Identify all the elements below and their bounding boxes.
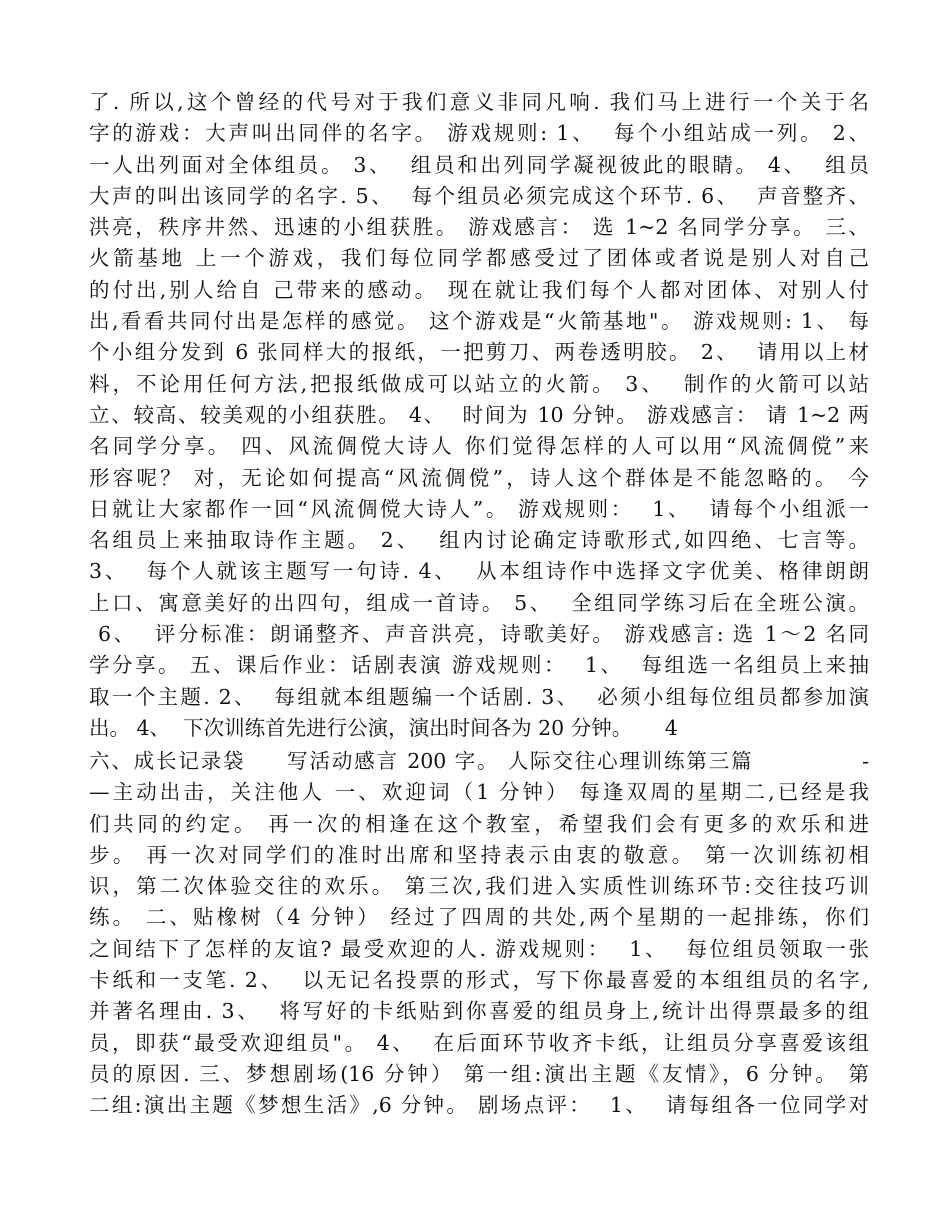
text-line: 员的原因. 三、梦想剧场(16 分钟） 第一组:演出主题《友情》，6 分钟。 第	[89, 1061, 869, 1086]
text-line: 练。 二、贴橡树（4 分钟） 经过了四周的共处,两个星期的一起排练，你们	[89, 905, 869, 930]
text-line: 字的游戏：大声叫出同伴的名字。 游戏规则: 1、 每个小组站成一列。 2、	[89, 121, 869, 146]
text-line: 火箭基地 上一个游戏，我们每位同学都感受过了团体或者说是别人对自己	[89, 246, 869, 271]
text-line: 个小组分发到 6 张同样大的报纸，一把剪刀、两卷透明胶。 2、 请用以上材	[89, 340, 869, 365]
paragraph-2	[89, 746, 869, 1122]
text-line: 名同学分享。 四、风流倜傥大诗人 你们觉得怎样的人可以用“风流倜傥”来	[89, 434, 869, 459]
text-line: 3、 每个人就该主题写一句诗. 4、 从本组诗作中选择文字优美、格律朗朗	[89, 559, 869, 584]
text-line: —主动出击，关注他人 一、欢迎词（1 分钟） 每逢双周的星期二,已经是我	[89, 780, 869, 805]
paragraph-1	[89, 87, 869, 744]
text-line: 之间结下了怎样的友谊? 最受欢迎的人. 游戏规则： 1、 每位组员领取一张	[89, 936, 869, 961]
text-line: 取一个主题. 2、 每组就本组题编一个话剧. 3、 必须小组每位组员都参加演	[89, 684, 869, 709]
text-line: 们共同的约定。 再一次的相逢在这个教室，希望我们会有更多的欢乐和进	[89, 811, 869, 836]
text-line: 员，即获“最受欢迎组员"。 4、 在后面环节收齐卡纸，让组员分享喜爱该组	[89, 1030, 869, 1055]
text-line: 6、 评分标准：朗诵整齐、声音洪亮，诗歌美好。 游戏感言: 选 1～2 名同	[89, 622, 869, 647]
text-line: 六、成长记录袋 写活动感言 200 字。 人际交往心理训练第三篇 -	[89, 749, 869, 773]
text-line: 学分享。 五、课后作业：话剧表演 游戏规则： 1、 每组选一名组员上来抽	[89, 653, 869, 678]
text-line: 出。 4、 下次训练首先进行公演，演出时间各为 20 分钟。 4	[89, 715, 678, 740]
text-line: 一人出列面对全体组员。 3、 组员和出列同学凝视彼此的眼睛。 4、 组员	[89, 152, 869, 177]
text-line: 立、较高、较美观的小组获胜。 4、 时间为 10 分钟。 游戏感言： 请 1~2 两	[89, 402, 869, 427]
text-line: 的付出,别人给自 己带来的感动。 现在就让我们每个人都对团体、对别人付	[89, 277, 869, 302]
text-line: 名组员上来抽取诗作主题。 2、 组内讨论确定诗歌形式,如四绝、七言等。	[89, 528, 869, 553]
text-line: 大声的叫出该同学的名字. 5、 每个组员必须完成这个环节. 6、 声音整齐、	[89, 183, 869, 208]
text-line: 卡纸和一支笔. 2、 以无记名投票的形式，写下你最喜爱的本组组员的名字,	[89, 968, 869, 993]
text-line: 上口、寓意美好的出四句，组成一首诗。 5、 全组同学练习后在全班公演。	[89, 590, 869, 615]
text-line: 形容呢？ 对，无论如何提高“风流倜傥”，诗人这个群体是不能忽略的。 今	[89, 465, 869, 490]
text-line: 日就让大家都作一回“风流倜傥大诗人”。 游戏规则： 1、 请每个小组派一	[89, 496, 869, 521]
text-line: 洪亮，秩序井然、迅速的小组获胜。 游戏感言： 选 1~2 名同学分享。 三、	[89, 215, 869, 240]
text-line: 并著名理由. 3、 将写好的卡纸贴到你喜爱的组员身上,统计出得票最多的组	[89, 999, 869, 1024]
text-line: 出,看看共同付出是怎样的感觉。 这个游戏是“火箭基地"。 游戏规则: 1、 每	[89, 309, 869, 334]
text-line: 料，不论用任何方法,把报纸做成可以站立的火箭。 3、 制作的火箭可以站	[89, 371, 869, 396]
text-line: 二组:演出主题《梦想生活》,6 分钟。 剧场点评： 1、 请每组各一位同学对	[89, 1093, 869, 1118]
text-line: 了. 所以,这个曾经的代号对于我们意义非同凡响. 我们马上进行一个关于名	[89, 90, 869, 114]
text-line: 识，第二次体验交往的欢乐。 第三次,我们进入实质性训练环节:交往技巧训	[89, 874, 869, 899]
text-line: 步。 再一次对同学们的准时出席和坚持表示由衷的敬意。 第一次训练初相	[89, 842, 869, 867]
